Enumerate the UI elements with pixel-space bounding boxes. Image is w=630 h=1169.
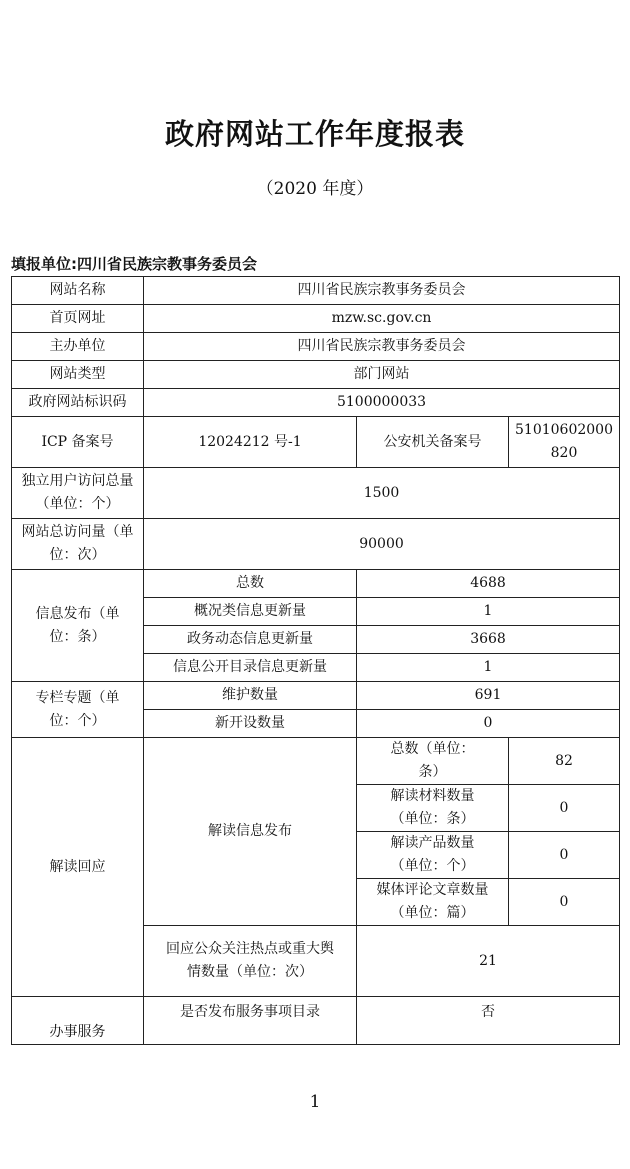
report-table [11,276,620,1045]
columns-item-value: 0 [357,710,620,738]
homepage-label: 首页网址 [12,305,144,333]
columns-item-label: 新开设数量 [144,710,357,738]
sponsor-value: 四川省民族宗教事务委员会 [144,333,620,361]
homepage-value: mzw.sc.gov.cn [144,305,620,333]
services-row [12,997,620,1045]
row-page-views [12,519,620,570]
interpretation-item-value: 0 [509,785,620,832]
page-views-label: 网站总访问量（单位：次） [12,519,144,570]
interpretation-item-label: 媒体评论文章数量（单位：篇） [357,879,509,926]
site-name-label: 网站名称 [12,277,144,305]
site-name-value: 四川省民族宗教事务委员会 [144,277,620,305]
response-value: 21 [357,926,620,997]
info-release-row [12,570,620,598]
row-unique-visitors [12,468,620,519]
interpretation-item-label: 解读产品数量（单位：个） [357,832,509,879]
interpretation-label: 解读回应 [12,738,144,997]
info-release-item-label: 总数 [144,570,357,598]
row-sponsor [12,333,620,361]
info-release-item-value: 4688 [357,570,620,598]
info-release-item-label: 概况类信息更新量 [144,598,357,626]
page-views-value: 90000 [144,519,620,570]
row-site-id [12,389,620,417]
services-label: 办事服务 [12,997,144,1045]
sponsor-label: 主办单位 [12,333,144,361]
interpretation-item-label: 解读材料数量（单位：条） [357,785,509,832]
site-id-label: 政府网站标识码 [12,389,144,417]
columns-item-value: 691 [357,682,620,710]
row-site-type [12,361,620,389]
columns-row [12,682,620,710]
info-release-item-value: 3668 [357,626,620,654]
police-record-value: 51010602000820 [509,417,620,468]
report-year: （2020 年度） [256,179,374,199]
police-record-label: 公安机关备案号 [357,417,509,468]
reporting-unit: 填报单位:四川省民族宗教事务委员会 [11,255,258,273]
info-release-item-value: 1 [357,654,620,682]
icp-label: ICP 备案号 [12,417,144,468]
unique-visitors-value: 1500 [144,468,620,519]
columns-item-label: 维护数量 [144,682,357,710]
icp-value: 12024212 号-1 [144,417,357,468]
site-id-value: 5100000033 [144,389,620,417]
report-title: 政府网站工作年度报表 [164,117,465,151]
info-release-item-label: 政务动态信息更新量 [144,626,357,654]
response-label: 回应公众关注热点或重大舆情数量（单位：次） [144,926,357,997]
row-site-name [12,277,620,305]
interpretation-item-value: 82 [509,738,620,785]
interpretation-item-value: 0 [509,879,620,926]
info-release-item-label: 信息公开目录信息更新量 [144,654,357,682]
site-type-label: 网站类型 [12,361,144,389]
interpretation-item-label: 总数（单位：条） [357,738,509,785]
services-catalog-value: 否 [357,997,620,1045]
row-homepage [12,305,620,333]
interpretation-publish-label: 解读信息发布 [144,738,357,926]
page-number: 1 [309,1092,321,1112]
site-type-value: 部门网站 [144,361,620,389]
interpretation-item-value: 0 [509,832,620,879]
columns-label: 专栏专题（单位：个） [12,682,144,738]
interpretation-row [12,738,620,785]
info-release-item-value: 1 [357,598,620,626]
services-catalog-label: 是否发布服务事项目录 [144,997,357,1045]
info-release-label: 信息发布（单位：条） [12,570,144,682]
unique-visitors-label: 独立用户访问总量（单位：个） [12,468,144,519]
row-icp [12,417,620,468]
